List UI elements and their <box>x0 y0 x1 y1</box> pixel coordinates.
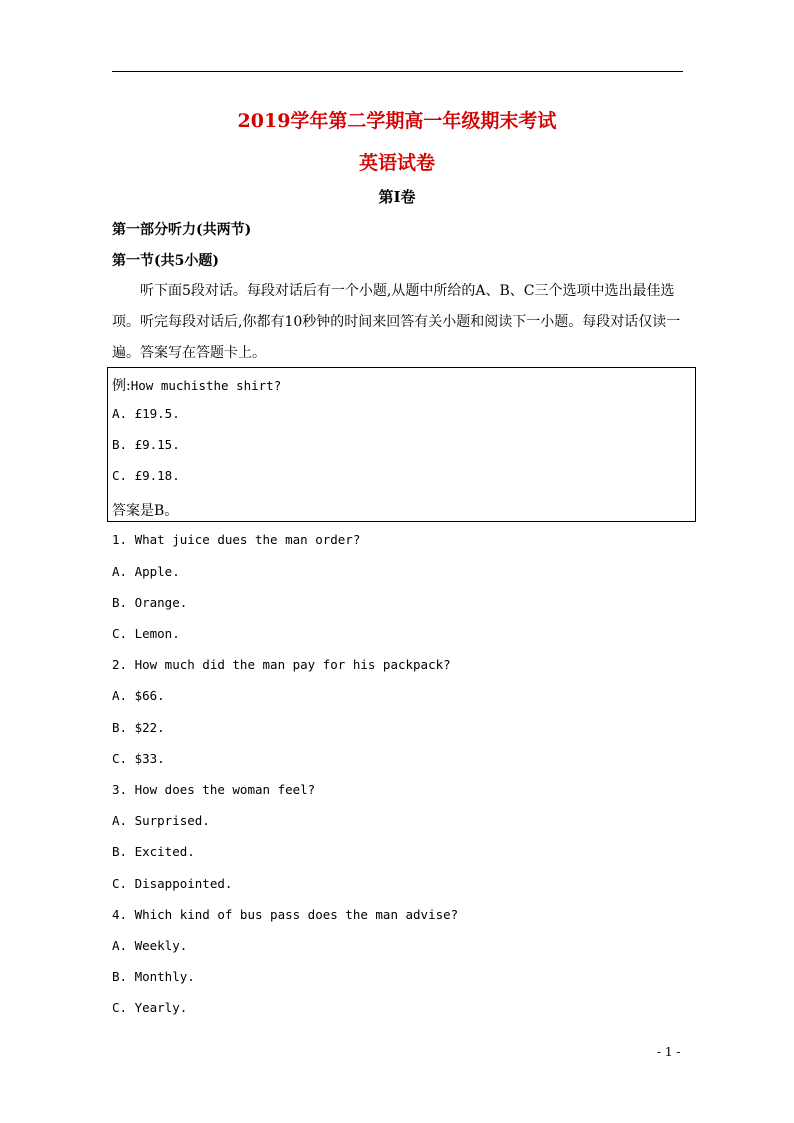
question-option: B. Orange. <box>112 595 188 610</box>
example-option: B. £9.15. <box>112 437 180 452</box>
example-prefix: 例: <box>112 378 131 394</box>
question-option: C. Lemon. <box>112 626 180 641</box>
question-option: B. Excited. <box>112 844 195 859</box>
example-question: How muchisthe shirt? <box>130 378 282 393</box>
question-option: A. Surprised. <box>112 813 210 828</box>
question-option: C. Yearly. <box>112 1000 188 1015</box>
question-option: B. $22. <box>112 720 165 735</box>
question-option: C. Disappointed. <box>112 876 233 891</box>
header-rule <box>112 71 683 72</box>
part-heading: 第一部分听力(共两节) <box>112 222 252 238</box>
question-option: A. $66. <box>112 688 165 703</box>
question-option: A. Weekly. <box>112 938 188 953</box>
example-question-line <box>112 375 281 395</box>
volume-label: 第Ⅰ卷 <box>378 188 416 206</box>
question-stem: 4. Which kind of bus pass does the man advise? <box>112 907 459 922</box>
page-number: - 1 - <box>657 1045 681 1059</box>
question-stem: 1. What juice dues the man order? <box>112 532 361 547</box>
example-option: C. £9.18. <box>112 468 180 483</box>
instructions-paragraph: 听下面5段对话。每段对话后有一个小题,从题中所给的A、B、C三个选项中选出最佳选项。听完每段对话后,你都有10秒钟的时间来回答有关小题和阅读下一小题。每段对话仅读一遍。答案写在答题卡上。 <box>112 283 681 361</box>
example-option: A. £19.5. <box>112 406 180 421</box>
exam-title: 2019学年第二学期高一年级期末考试 <box>237 110 557 132</box>
question-stem: 3. How does the woman feel? <box>112 782 316 797</box>
question-option: C. $33. <box>112 751 165 766</box>
question-option: A. Apple. <box>112 564 180 579</box>
section-heading: 第一节(共5小题) <box>112 253 219 269</box>
question-option: B. Monthly. <box>112 969 195 984</box>
exam-subtitle: 英语试卷 <box>358 152 435 174</box>
example-answer: 答案是B。 <box>112 503 179 519</box>
question-stem: 2. How much did the man pay for his packpack? <box>112 657 451 672</box>
